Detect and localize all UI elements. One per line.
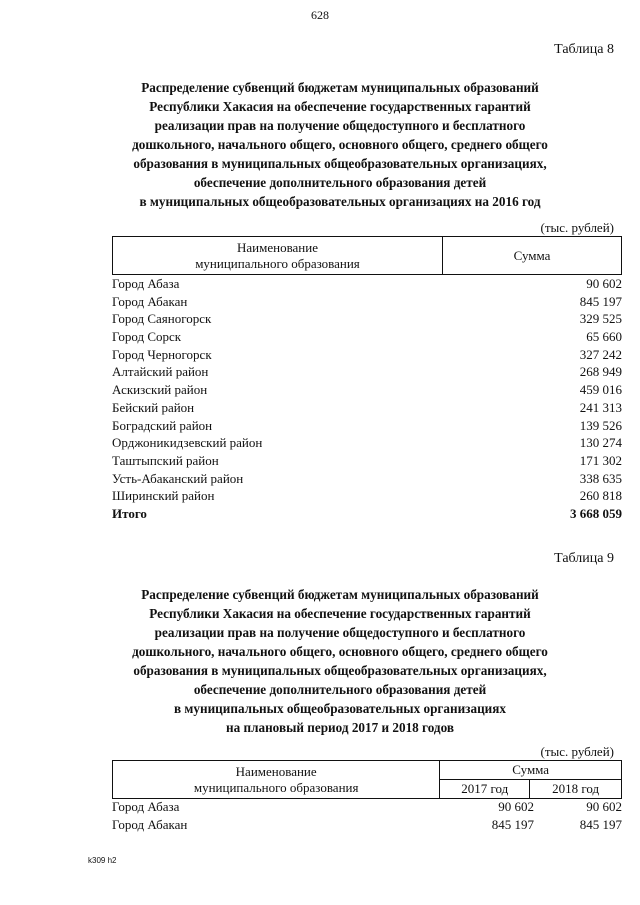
table-8-units: (тыс. рублей) xyxy=(540,220,614,235)
table-row xyxy=(112,470,622,488)
title-line: обеспечение дополнительного образования детей xyxy=(193,175,487,190)
table-row xyxy=(112,346,622,364)
row-value: 260 818 xyxy=(579,488,622,504)
row-value: 268 949 xyxy=(579,364,622,380)
table-8-label: Таблица 8 xyxy=(554,42,614,57)
title-line: в муниципальных общеобразовательных организациях на 2016 год xyxy=(139,194,541,209)
row-name: Усть-Абаканский район xyxy=(112,470,244,486)
page-number: 628 xyxy=(311,8,329,22)
table-row xyxy=(112,434,622,452)
header-year-2017: 2017 год xyxy=(440,780,530,799)
title-line: образования в муниципальных общеобразовательных организациях, xyxy=(133,156,547,171)
row-name: Город Саяногорск xyxy=(112,311,212,327)
row-value: 130 274 xyxy=(579,435,622,451)
table-row xyxy=(112,363,622,381)
row-value-2017: 845 197 xyxy=(491,816,534,832)
table-total-row xyxy=(112,505,622,523)
table-row xyxy=(112,310,622,328)
table-9-header xyxy=(112,760,622,799)
row-value: 90 602 xyxy=(586,276,622,291)
title-line: Республики Хакасия на обеспечение государственных гарантий xyxy=(149,606,531,621)
title-line: обеспечение дополнительного образования детей xyxy=(193,682,487,697)
table-9-body xyxy=(112,798,622,833)
row-value: 459 016 xyxy=(579,382,622,398)
table-row xyxy=(112,452,622,470)
table-row xyxy=(112,275,622,293)
header-name-line1: Наименование xyxy=(237,239,318,255)
row-value: 139 526 xyxy=(579,417,622,433)
row-name: Город Абакан xyxy=(112,816,188,832)
title-line: Распределение субвенций бюджетам муниципальных образований xyxy=(141,80,539,95)
title-line: Республики Хакасия на обеспечение государственных гарантий xyxy=(149,99,531,114)
table-9-label: Таблица 9 xyxy=(554,551,614,566)
table-row xyxy=(112,816,622,834)
row-name: Город Сорск xyxy=(112,329,182,345)
header-name-cell xyxy=(113,761,440,799)
title-line: в муниципальных общеобразовательных организациях xyxy=(173,701,507,716)
row-name: Орджоникидзевский район xyxy=(112,435,263,451)
title-line: на плановый период 2017 и 2018 годов xyxy=(226,720,454,735)
title-line: реализации прав на получение общедоступного и бесплатного xyxy=(154,118,526,133)
row-value: 338 635 xyxy=(579,470,622,486)
table-8-body xyxy=(112,275,622,523)
row-value: 329 525 xyxy=(579,311,622,327)
row-value: 65 660 xyxy=(586,329,622,345)
header-name-line2: муниципального образования xyxy=(193,779,359,795)
row-name: Ширинский район xyxy=(112,488,215,504)
row-value: 845 197 xyxy=(579,293,622,309)
table-8-title xyxy=(60,78,620,211)
row-value: 241 313 xyxy=(579,399,622,415)
header-sum-cell: Сумма xyxy=(440,761,622,780)
row-name: Боградский район xyxy=(112,417,213,433)
title-line: дошкольного, начального общего, основного общего, среднего общего xyxy=(132,644,548,659)
row-name: Город Абаза xyxy=(112,799,180,814)
row-name: Город Черногорск xyxy=(112,346,212,362)
row-value-2018: 90 602 xyxy=(586,799,622,814)
table-row xyxy=(112,399,622,417)
table-row xyxy=(112,487,622,505)
table-9-units: (тыс. рублей) xyxy=(540,744,614,759)
row-value-2018: 845 197 xyxy=(579,816,622,832)
header-name-cell xyxy=(113,237,443,275)
row-name: Город Абакан xyxy=(112,293,188,309)
table-8-header xyxy=(112,236,622,275)
title-line: дошкольного, начального общего, основного общего, среднего общего xyxy=(132,137,548,152)
title-line: реализации прав на получение общедоступного и бесплатного xyxy=(154,625,526,640)
title-line: образования в муниципальных общеобразовательных организациях, xyxy=(133,663,547,678)
table-9-title xyxy=(60,585,620,737)
row-name: Город Абаза xyxy=(112,276,180,291)
total-value: 3 668 059 xyxy=(570,505,622,521)
row-value: 327 242 xyxy=(579,346,622,362)
row-name: Алтайский район xyxy=(112,364,209,380)
header-name-line2: муниципального образования xyxy=(195,255,360,271)
title-line: Распределение субвенций бюджетам муниципальных образований xyxy=(141,587,539,602)
header-year-2018: 2018 год xyxy=(530,780,622,799)
table-row xyxy=(112,381,622,399)
row-value-2017: 90 602 xyxy=(498,799,534,814)
row-name: Бейский район xyxy=(112,399,195,415)
header-sum-cell: Сумма xyxy=(443,237,622,275)
row-name: Таштыпский район xyxy=(112,452,219,468)
table-row xyxy=(112,417,622,435)
table-row xyxy=(112,798,622,816)
row-value: 171 302 xyxy=(579,452,622,468)
total-label: Итого xyxy=(112,505,147,521)
table-row xyxy=(112,293,622,311)
row-name: Аскизский район xyxy=(112,382,208,398)
footer-code: k309 h2 xyxy=(88,856,117,865)
header-name-line1: Наименование xyxy=(235,763,317,779)
table-row xyxy=(112,328,622,346)
